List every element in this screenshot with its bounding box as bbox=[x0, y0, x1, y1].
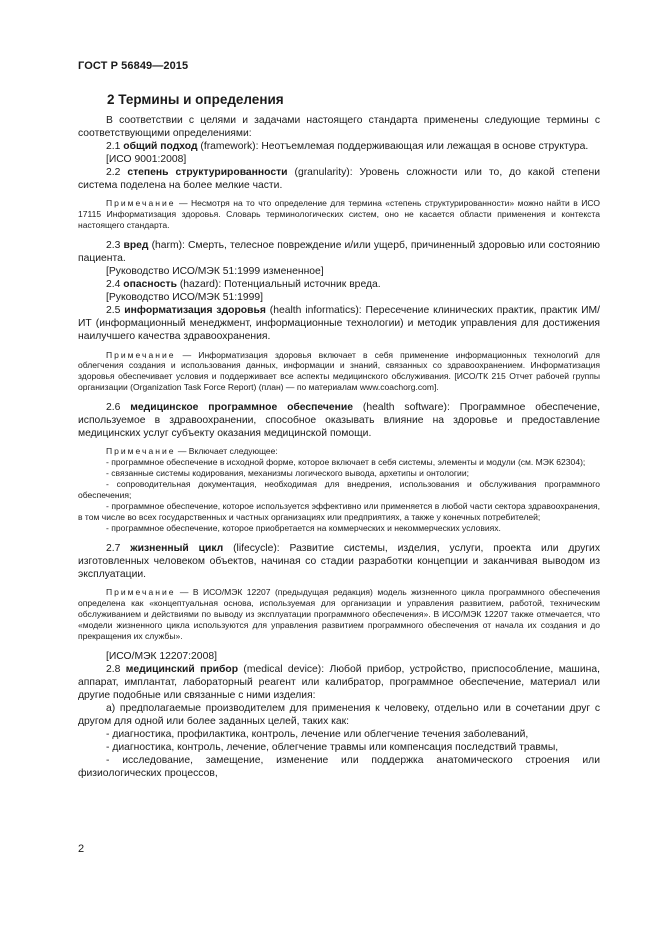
note-2-6-item: - программное обеспечение в исходной форме, которое включает в себя системы, элементы и модули (см. МЭК 62304); bbox=[106, 457, 586, 468]
term-2-7-reference: [ИСО/МЭК 12207:2008] bbox=[106, 651, 217, 662]
document-header: ГОСТ Р 56849—2015 bbox=[78, 60, 189, 72]
term-2-8: 2.8 медицинский прибор (medical device): Любой прибор, устройство, приспособление, машина, аппарат, имплантат, лабораторный реагент или калибратор, программное обеспечение, материал или другие подобные или связанные с ними изделия: bbox=[78, 664, 600, 702]
page-number: 2 bbox=[78, 843, 85, 855]
term-2-8-subitem: - диагностика, контроль, лечение, облегчение травмы или компенсация последствий травмы, bbox=[106, 742, 559, 754]
term-2-4-reference: [Руководство ИСО/МЭК 51:1999] bbox=[106, 292, 264, 304]
note-2-2: Примечание — Несмотря на то что определение для термина «степень структурированности» можно найти в ИСО 17115 Информатизация здоровья. Словарь терминологических систем, оно не касается области применения и контекста настоящего стандарта. bbox=[78, 198, 600, 231]
section-title: 2 Термины и определения bbox=[107, 92, 284, 107]
term-2-6: 2.6 медицинское программное обеспечение (health software): Программное обеспечение, используемое в здравоохранении, способное оказывать влияние на здоровье и предоставление медицинских услуг субъекту оказания медицинской помощи. bbox=[78, 402, 600, 440]
term-2-5: 2.5 информатизация здоровья (health informatics): Пересечение клинических практик, практик ИМ/ИТ (информационный менеджмент, информационные технологии) и методик управления для достижения наилучшего качества здравоохранения. bbox=[78, 305, 600, 343]
term-2-3-reference: [Руководство ИСО/МЭК 51:1999 измененное] bbox=[106, 266, 324, 278]
term-2-7: 2.7 жизненный цикл (lifecycle): Развитие системы, изделия, услуги, проекта или других изготовленных человеком объектов, начиная со стадии разработки концепции и заканчивая выводом из эксплуатации. bbox=[78, 543, 600, 581]
note-2-6-item: - сопроводительная документация, необходимая для внедрения, использования и обслуживания программного обеспечения; bbox=[78, 479, 600, 501]
term-2-1-reference: [ИСО 9001:2008] bbox=[106, 154, 187, 166]
intro-paragraph: В соответствии с целями и задачами настоящего стандарта применены следующие термины с соответствующими определениями: bbox=[78, 115, 600, 140]
term-2-3: 2.3 вред (harm): Смерть, телесное повреждение и/или ущерб, причиненный здоровью или состоянию пациента. bbox=[78, 240, 600, 265]
term-2-8-subitem: - диагностика, профилактика, контроль, лечение или облегчение течения заболеваний, bbox=[106, 729, 529, 741]
term-2-8-item-a: а) предполагаемые производителем для применения к человеку, отдельно или в сочетании друг с другом для одной или более заданных целей, таких как: bbox=[78, 703, 600, 728]
note-2-6-item: - связанные системы кодирования, механизмы логического вывода, архетипы и онтологии; bbox=[106, 468, 469, 479]
term-2-2: 2.2 степень структурированности (granularity): Уровень сложности или то, до какой степени система поделена на более мелкие части. bbox=[78, 167, 600, 192]
term-2-1: 2.1 общий подход (framework): Неотъемлемая поддерживающая или лежащая в основе структура. bbox=[106, 141, 589, 153]
term-2-8-subitem: - исследование, замещение, изменение или поддержка анатомического строения или физиологических процессов, bbox=[78, 755, 600, 780]
document-body bbox=[78, 114, 600, 780]
note-2-7: Примечание — В ИСО/МЭК 12207 (предыдущая редакция) модель жизненного цикла программного обеспечения определена как «концептуальная основа, используемая для организации и управления развитием, работой, техническим обслуживанием и действиями по выводу из эксплуатации программного обеспечения». В ИСО/МЭК 12207 также отмечается, что «модели жизненного цикла используются для управления развитием программного обеспечения от начала их создания и до прекращения их службы». bbox=[78, 587, 600, 642]
note-2-6: Примечание — Включает следующее: bbox=[106, 446, 278, 457]
term-2-4: 2.4 опасность (hazard): Потенциальный источник вреда. bbox=[106, 279, 381, 291]
note-2-5: Примечание — Информатизация здоровья включает в себя применение информационных технологий для облегчения создания и использования данных, информации и знаний, связанных со здравоохранением. Информатизация здоровья обеспечивает условия и поддерживает все аспекты медицинского обслуживания. [ИСО/ТК 215 Отчет рабочей группы организации (Organization Task Force Report) (план) — по материалам www.coachorg.com]. bbox=[78, 349, 600, 393]
note-2-6-item: - программное обеспечение, которое используется эффективно или применяется в любой части сектора здравоохранения, в том числе во всех государственных и частных организациях или предприятиях, а также у конечных потребителей; bbox=[78, 501, 600, 523]
note-2-6-item: - программное обеспечение, которое приобретается на коммерческих и некоммерческих условиях. bbox=[106, 523, 501, 534]
